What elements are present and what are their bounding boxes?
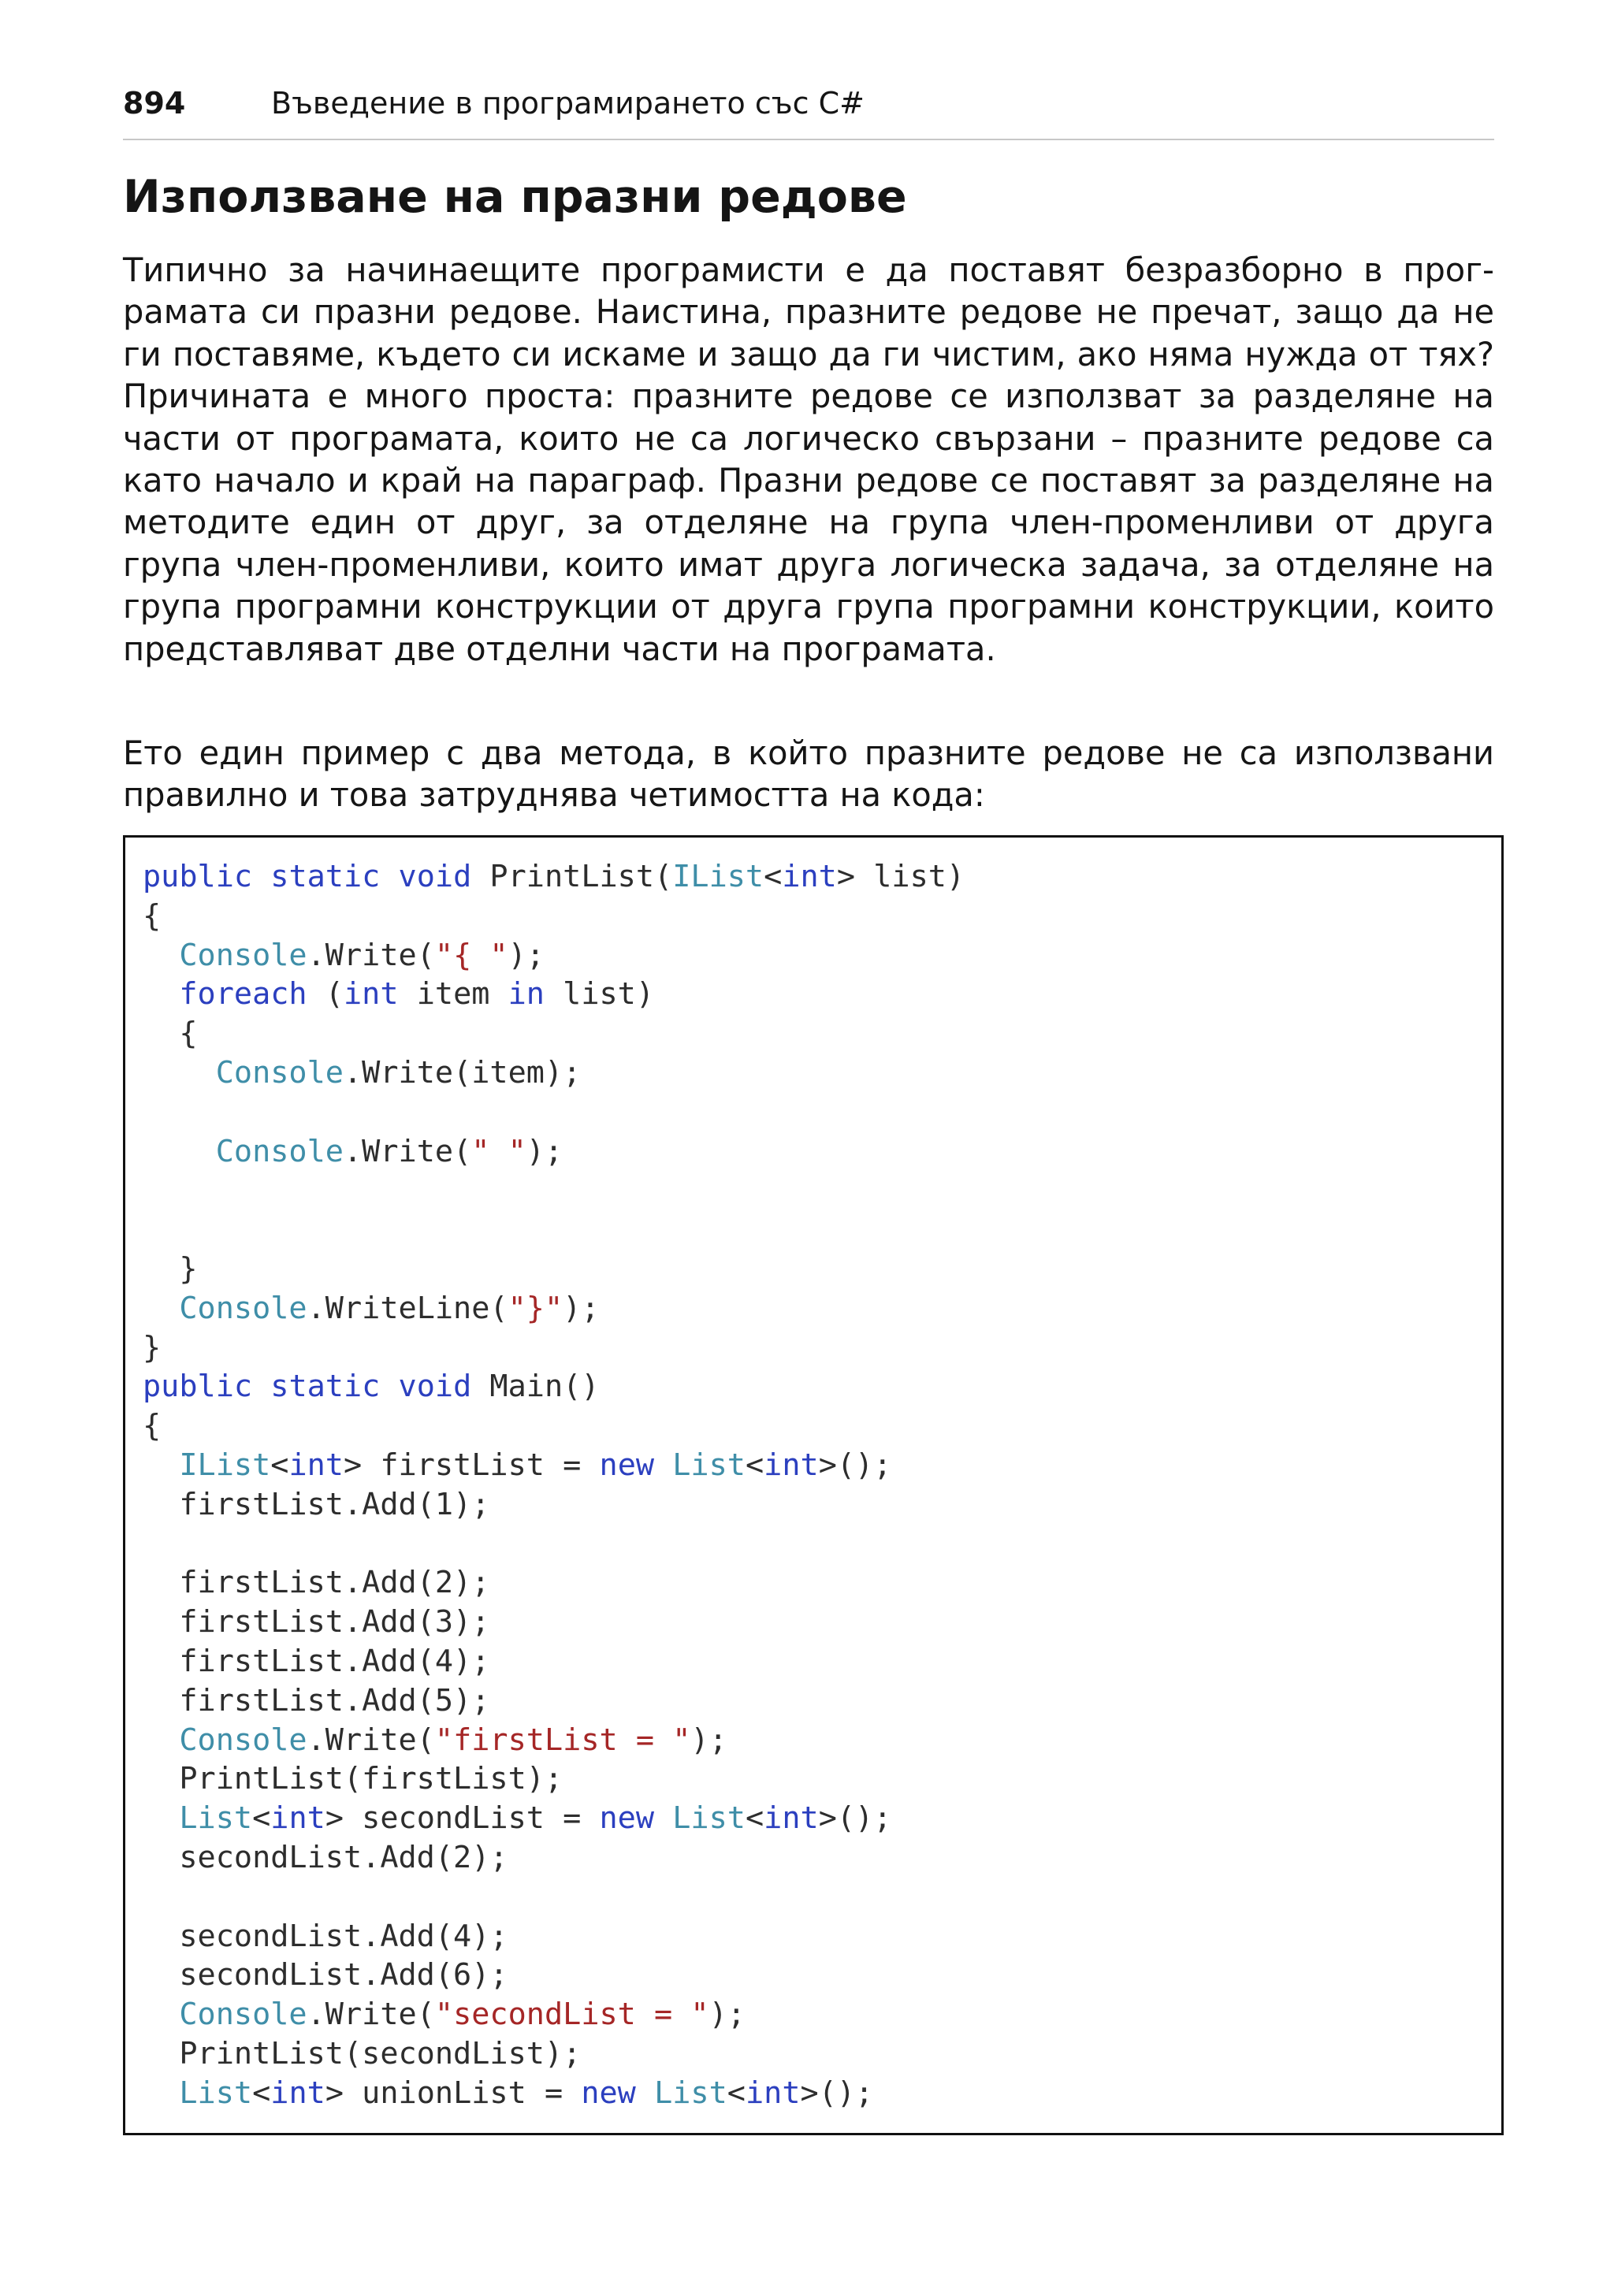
code-token: .WriteLine( <box>307 1290 508 1326</box>
code-token: int <box>288 1447 344 1483</box>
body-paragraph-1: Типично за начинаещите програмисти е да поставят безразборно в програмата си празни редове. Наистина, празните редове не пречат, защо да не ги поставяме, където си искаме и защо да ги чистим, ако няма нужда от тях? Причината е много проста: празните редове се използват за разделяне на части от програмата, които не са логическо свързани – празните редове са като начало и край на параграф. Празни редове се поставят за разделяне на методите един от друг, за отделяне на група член-променливи от друга група член-променливи, които имат друга логическа задача, за отделяне на група програмни конструкции от друга група програмни конструкции, които представляват две отделни части на програмата. <box>123 251 1494 668</box>
code-line <box>143 2034 965 2074</box>
code-token: static <box>270 859 381 894</box>
code-token: secondList.Add(2); <box>143 1839 508 1875</box>
code-token: item <box>398 976 508 1012</box>
code-token: int <box>764 1447 819 1483</box>
code-token: < <box>727 2075 746 2111</box>
code-line <box>143 1014 965 1053</box>
code-token: "{ " <box>434 937 508 973</box>
code-token: > firstList = <box>344 1447 600 1483</box>
code-token: static <box>270 1369 381 1405</box>
code-line <box>143 1328 965 1368</box>
code-token: ( <box>307 976 344 1012</box>
code-token: ); <box>708 1997 746 2033</box>
code-line <box>143 2074 965 2113</box>
code-token: > secondList = <box>325 1800 600 1837</box>
code-line <box>143 1406 965 1446</box>
page-header <box>123 76 1494 140</box>
code-token: >(); <box>818 1800 892 1837</box>
code-token: Console <box>179 1997 307 2033</box>
code-token: in <box>508 976 545 1012</box>
code-token: .Write(item); <box>343 1054 582 1090</box>
code-line <box>143 1093 965 1132</box>
section-title: Използване на празни редове <box>123 171 907 223</box>
code-token: int <box>343 976 399 1012</box>
code-token: secondList.Add(4); <box>143 1918 508 1954</box>
code-line <box>143 936 965 975</box>
code-token: firstList.Add(1); <box>143 1486 490 1522</box>
code-token <box>143 938 179 973</box>
code-token: < <box>252 2075 271 2111</box>
code-token: new <box>599 1447 655 1483</box>
code-token: List <box>672 1800 746 1837</box>
code-token <box>143 976 179 1012</box>
code-token: List <box>672 1447 746 1483</box>
code-line <box>143 1681 965 1721</box>
code-token: List <box>179 1800 253 1837</box>
code-token: Console <box>215 1054 344 1090</box>
page-number: 894 <box>123 86 186 121</box>
code-token: ); <box>526 1133 563 1169</box>
code-token: void <box>398 859 472 894</box>
code-token <box>143 1722 179 1758</box>
code-token: int <box>745 2075 801 2111</box>
code-line <box>143 1917 965 1956</box>
code-line <box>143 1171 965 1210</box>
code-token: List <box>179 2075 253 2111</box>
code-token: >(); <box>800 2075 874 2111</box>
code-token: Main() <box>471 1369 600 1405</box>
code-token <box>143 2075 179 2111</box>
code-token: { <box>143 1408 162 1444</box>
code-lines <box>143 857 965 2113</box>
code-line <box>143 1525 965 1564</box>
code-line <box>143 1995 965 2034</box>
code-line <box>143 1603 965 1642</box>
code-token: < <box>252 1800 271 1837</box>
code-token <box>380 859 398 894</box>
code-line <box>143 1759 965 1799</box>
code-token: int <box>764 1800 819 1837</box>
code-token: < <box>270 1447 289 1483</box>
code-token <box>654 1447 672 1483</box>
code-line <box>143 1956 965 1995</box>
code-token: PrintList( <box>471 859 673 894</box>
code-token: PrintList(firstList); <box>143 1761 563 1797</box>
code-token: "firstList = " <box>434 1722 691 1758</box>
code-token: IList <box>672 859 764 894</box>
code-token <box>143 1800 179 1836</box>
code-token: secondList.Add(6); <box>143 1957 508 1993</box>
code-token <box>380 1369 398 1404</box>
code-token: } <box>143 1329 162 1365</box>
code-token: .Write( <box>307 1722 435 1758</box>
code-token: .Write( <box>307 937 435 973</box>
code-line <box>143 1446 965 1485</box>
code-token: < <box>745 1447 764 1483</box>
code-token <box>143 1291 179 1326</box>
code-token <box>636 2075 654 2111</box>
code-line <box>143 1053 965 1093</box>
code-token: > list) <box>836 859 965 894</box>
code-token: public <box>143 1369 253 1405</box>
code-token <box>143 1447 179 1483</box>
code-token: "}" <box>508 1290 563 1326</box>
code-token: firstList.Add(2); <box>143 1565 490 1601</box>
code-token: "secondList = " <box>434 1997 709 2033</box>
code-token: > unionList = <box>325 2075 582 2111</box>
code-token: new <box>599 1800 655 1837</box>
code-token: ); <box>690 1722 727 1758</box>
code-token: < <box>764 859 783 894</box>
code-token: Console <box>215 1133 344 1169</box>
code-token: int <box>270 2075 325 2111</box>
code-token: void <box>398 1369 472 1405</box>
book-title: Въведение в програмирането със C# <box>271 86 865 121</box>
code-line <box>143 1838 965 1878</box>
code-line <box>143 1210 965 1250</box>
code-token: firstList.Add(5); <box>143 1682 490 1718</box>
code-line <box>143 857 965 897</box>
code-token: { <box>143 1016 198 1052</box>
code-token: { <box>143 897 162 934</box>
code-token <box>252 1369 270 1404</box>
code-token: list) <box>544 976 655 1012</box>
code-token: >(); <box>818 1447 892 1483</box>
code-token: ); <box>563 1290 600 1326</box>
code-token: } <box>143 1250 198 1287</box>
code-line <box>143 1721 965 1760</box>
code-token: PrintList(secondList); <box>143 2035 582 2071</box>
code-token: Console <box>179 1722 307 1758</box>
code-token: < <box>745 1800 764 1837</box>
code-token: ); <box>508 937 545 973</box>
code-token: IList <box>179 1447 271 1483</box>
code-token: int <box>782 859 837 894</box>
code-token <box>143 1134 216 1169</box>
code-line <box>143 1878 965 1917</box>
code-token: new <box>581 2075 636 2111</box>
body-paragraph-2: Ето един пример с два метода, в който празните редове не са използвани правилно и това затруднява четимостта на кода: <box>123 734 1494 815</box>
code-token: firstList.Add(4); <box>143 1643 490 1679</box>
code-line <box>143 975 965 1014</box>
code-line <box>143 1642 965 1681</box>
code-line <box>143 1799 965 1838</box>
code-line <box>143 1289 965 1328</box>
code-line <box>143 1485 965 1525</box>
code-token: public <box>143 859 253 894</box>
code-line <box>143 897 965 936</box>
code-token: " " <box>471 1133 526 1169</box>
code-token: Console <box>179 937 307 973</box>
code-line <box>143 1132 965 1172</box>
code-token: foreach <box>179 976 307 1012</box>
code-token: .Write( <box>307 1997 435 2033</box>
code-token: firstList.Add(3); <box>143 1604 490 1640</box>
code-token <box>143 1997 179 2032</box>
code-token <box>252 859 270 894</box>
code-listing <box>123 835 1504 2135</box>
code-token: int <box>270 1800 325 1837</box>
code-token: Console <box>179 1290 307 1326</box>
code-token: List <box>654 2075 727 2111</box>
code-token <box>143 1055 216 1090</box>
code-token: .Write( <box>343 1133 472 1169</box>
code-token <box>654 1800 672 1836</box>
code-line <box>143 1367 965 1406</box>
code-line <box>143 1250 965 1289</box>
code-line <box>143 1563 965 1603</box>
